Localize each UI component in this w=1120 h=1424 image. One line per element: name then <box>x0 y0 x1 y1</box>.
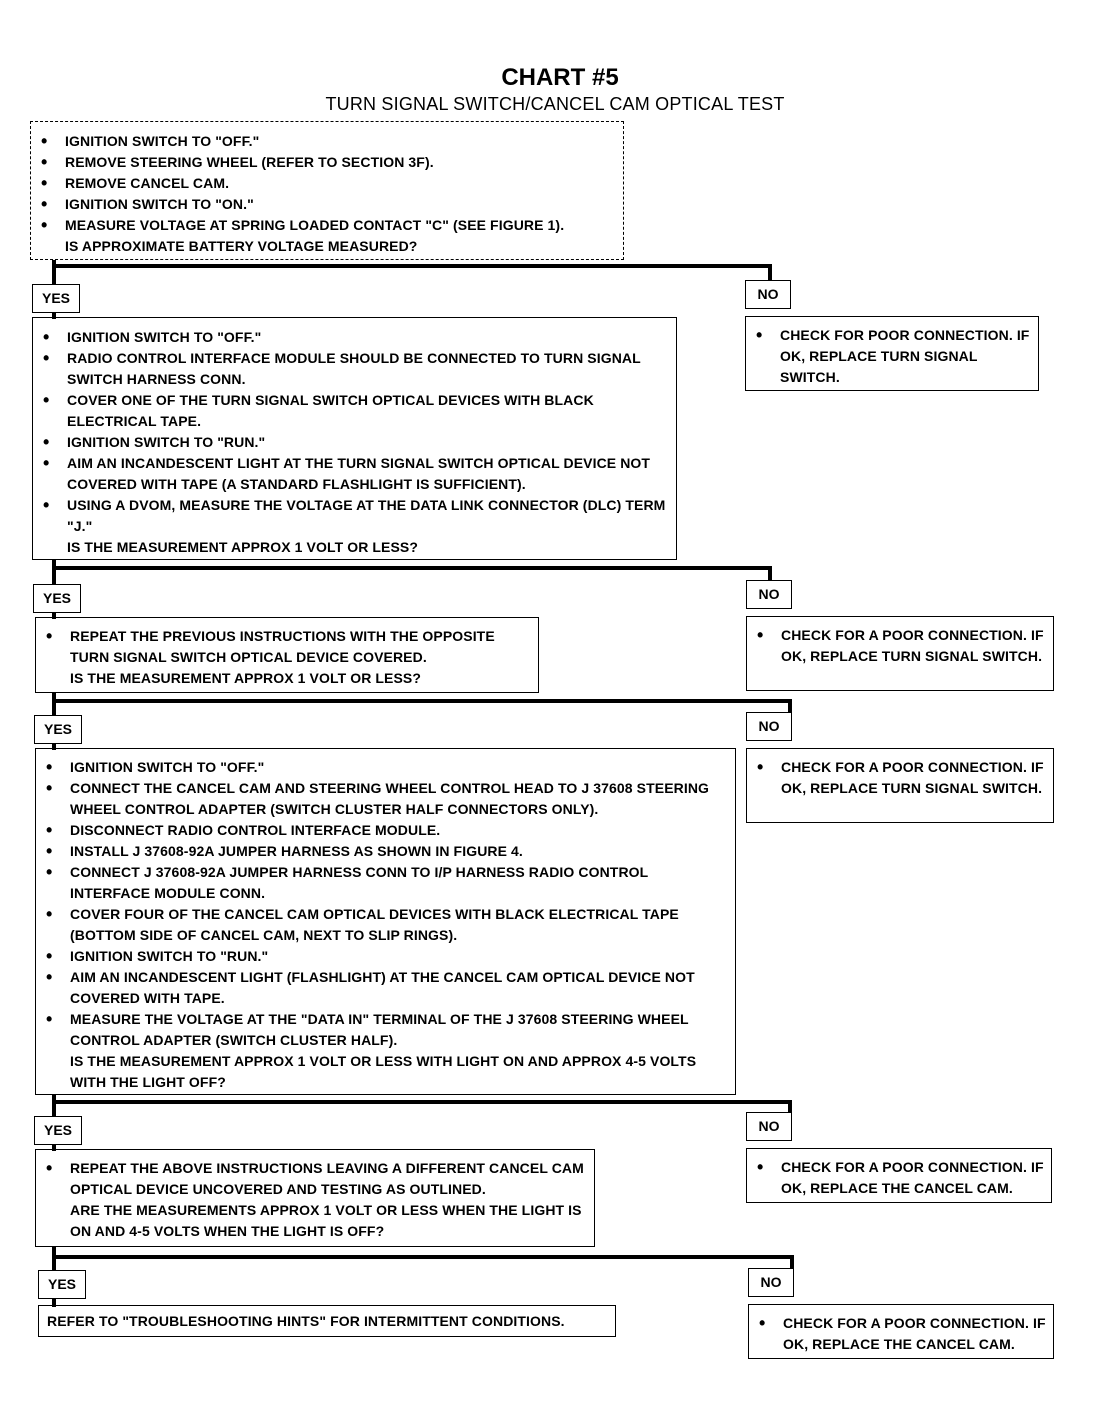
step4-item: • CONNECT THE CANCEL CAM AND STEERING WHEEL CONTROL HEAD TO J 37608 STEERING WHEEL CONTROL ADAPTER (SWITCH CLUSTER HALF CONNECTORS ONLY). <box>40 778 729 820</box>
step4-box <box>35 748 736 1095</box>
no4-list <box>751 1157 1045 1199</box>
no-label: NO <box>746 580 792 609</box>
step1-item: • REMOVE CANCEL CAM. <box>35 173 617 194</box>
connector <box>790 1255 794 1268</box>
step1-box <box>30 121 624 260</box>
connector <box>768 264 772 280</box>
step4-item: • DISCONNECT RADIO CONTROL INTERFACE MODULE. <box>40 820 729 841</box>
final-yes-box: REFER TO "TROUBLESHOOTING HINTS" FOR INTERMITTENT CONDITIONS. <box>38 1305 616 1337</box>
connector <box>52 1247 56 1271</box>
step5-question: ARE THE MEASUREMENTS APPROX 1 VOLT OR LESS WHEN THE LIGHT IS ON AND 4-5 VOLTS WHEN THE LIGHT IS OFF? <box>70 1202 582 1239</box>
step5-box <box>35 1149 595 1247</box>
step4-item: • AIM AN INCANDESCENT LIGHT (FLASHLIGHT) AT THE CANCEL CAM OPTICAL DEVICE NOT COVERED WITH TAPE. <box>40 967 729 1009</box>
no-label: NO <box>748 1268 794 1297</box>
step1-item: • MEASURE VOLTAGE AT SPRING LOADED CONTACT "C" (SEE FIGURE 1). <box>35 215 617 236</box>
step1-item: • IGNITION SWITCH TO "ON." <box>35 194 617 215</box>
step4-item: • IGNITION SWITCH TO "RUN." <box>40 946 729 967</box>
no6-box <box>748 1304 1054 1359</box>
step1-item: • REMOVE STEERING WHEEL (REFER TO SECTION 3F). <box>35 152 617 173</box>
branch-line <box>52 264 772 268</box>
no6-item: • CHECK FOR A POOR CONNECTION. IF OK, REPLACE THE CANCEL CAM. <box>753 1313 1047 1355</box>
branch-line <box>52 1255 794 1259</box>
step1-question: IS APPROXIMATE BATTERY VOLTAGE MEASURED? <box>65 238 418 254</box>
branch-line <box>52 1100 792 1104</box>
step1-item: • IGNITION SWITCH TO "OFF." <box>35 131 617 152</box>
step3-question: IS THE MEASUREMENT APPROX 1 VOLT OR LESS? <box>70 670 422 686</box>
no4-box <box>746 1148 1052 1203</box>
no2-list <box>751 625 1047 667</box>
step4-item: • MEASURE THE VOLTAGE AT THE "DATA IN" TERMINAL OF THE J 37608 STEERING WHEEL CONTROL ADAPTER (SWITCH CLUSTER HALF). <box>40 1009 729 1051</box>
yes-label: YES <box>34 1116 82 1145</box>
yes-label: YES <box>34 715 82 744</box>
connector <box>768 566 772 580</box>
no2-box <box>746 616 1054 691</box>
step2-question: IS THE MEASUREMENT APPROX 1 VOLT OR LESS? <box>67 539 419 555</box>
no-label: NO <box>745 280 791 309</box>
step2-item: • RADIO CONTROL INTERFACE MODULE SHOULD BE CONNECTED TO TURN SIGNAL SWITCH HARNESS CONN. <box>37 348 670 390</box>
step2-item: • COVER ONE OF THE TURN SIGNAL SWITCH OPTICAL DEVICES WITH BLACK ELECTRICAL TAPE. <box>37 390 670 432</box>
yes-label: YES <box>33 584 81 613</box>
step1-list <box>35 131 617 236</box>
branch-line <box>52 699 792 703</box>
step2-list <box>37 327 670 537</box>
no3-box <box>746 748 1054 823</box>
no-label: NO <box>746 712 792 741</box>
connector <box>788 1100 792 1112</box>
step2-item: • IGNITION SWITCH TO "OFF." <box>37 327 670 348</box>
connector <box>52 1095 56 1117</box>
step2-item: • USING A DVOM, MEASURE THE VOLTAGE AT THE DATA LINK CONNECTOR (DLC) TERM "J." <box>37 495 670 537</box>
step5-item: • REPEAT THE ABOVE INSTRUCTIONS LEAVING A DIFFERENT CANCEL CAM OPTICAL DEVICE UNCOVERED AND TESTING AS OUTLINED. <box>40 1158 588 1200</box>
step2-item: • AIM AN INCANDESCENT LIGHT AT THE TURN SIGNAL SWITCH OPTICAL DEVICE NOT COVERED WITH TAPE (A STANDARD FLASHLIGHT IS SUFFICIENT). <box>37 453 670 495</box>
no3-item: • CHECK FOR A POOR CONNECTION. IF OK, REPLACE TURN SIGNAL SWITCH. <box>751 757 1047 799</box>
step3-list <box>40 626 532 668</box>
connector <box>788 699 792 712</box>
no-label: NO <box>746 1112 792 1141</box>
no3-list <box>751 757 1047 799</box>
chart-subtitle: TURN SIGNAL SWITCH/CANCEL CAM OPTICAL TEST <box>325 94 785 114</box>
connector <box>52 560 56 584</box>
no2-item: • CHECK FOR A POOR CONNECTION. IF OK, REPLACE TURN SIGNAL SWITCH. <box>751 625 1047 667</box>
no4-item: • CHECK FOR A POOR CONNECTION. IF OK, REPLACE THE CANCEL CAM. <box>751 1157 1045 1199</box>
step4-list <box>40 757 729 1051</box>
step4-item: • INSTALL J 37608-92A JUMPER HARNESS AS SHOWN IN FIGURE 4. <box>40 841 729 862</box>
connector <box>52 693 56 715</box>
step3-box <box>35 617 539 693</box>
yes-label: YES <box>32 284 80 313</box>
step4-question: IS THE MEASUREMENT APPROX 1 VOLT OR LESS WITH LIGHT ON AND APPROX 4-5 VOLTS WITH THE LIGHT OFF? <box>70 1053 697 1090</box>
no6-list <box>753 1313 1047 1355</box>
step4-item: • CONNECT J 37608-92A JUMPER HARNESS CONN TO I/P HARNESS RADIO CONTROL INTERFACE MODULE CONN. <box>40 862 729 904</box>
step4-item: • IGNITION SWITCH TO "OFF." <box>40 757 729 778</box>
step2-item: • IGNITION SWITCH TO "RUN." <box>37 432 670 453</box>
step4-item: • COVER FOUR OF THE CANCEL CAM OPTICAL DEVICES WITH BLACK ELECTRICAL TAPE (BOTTOM SIDE OF CANCEL CAM, NEXT TO SLIP RINGS). <box>40 904 729 946</box>
no1-item: • CHECK FOR POOR CONNECTION. IF OK, REPLACE TURN SIGNAL SWITCH. <box>750 325 1032 388</box>
step3-item: • REPEAT THE PREVIOUS INSTRUCTIONS WITH THE OPPOSITE TURN SIGNAL SWITCH OPTICAL DEVICE COVERED. <box>40 626 532 668</box>
no1-box <box>745 316 1039 391</box>
step5-list <box>40 1158 588 1200</box>
chart-title: CHART #5 <box>501 64 619 91</box>
step2-box <box>32 317 677 560</box>
no1-list <box>750 325 1032 388</box>
branch-line <box>52 566 772 570</box>
yes-label: YES <box>38 1270 86 1299</box>
